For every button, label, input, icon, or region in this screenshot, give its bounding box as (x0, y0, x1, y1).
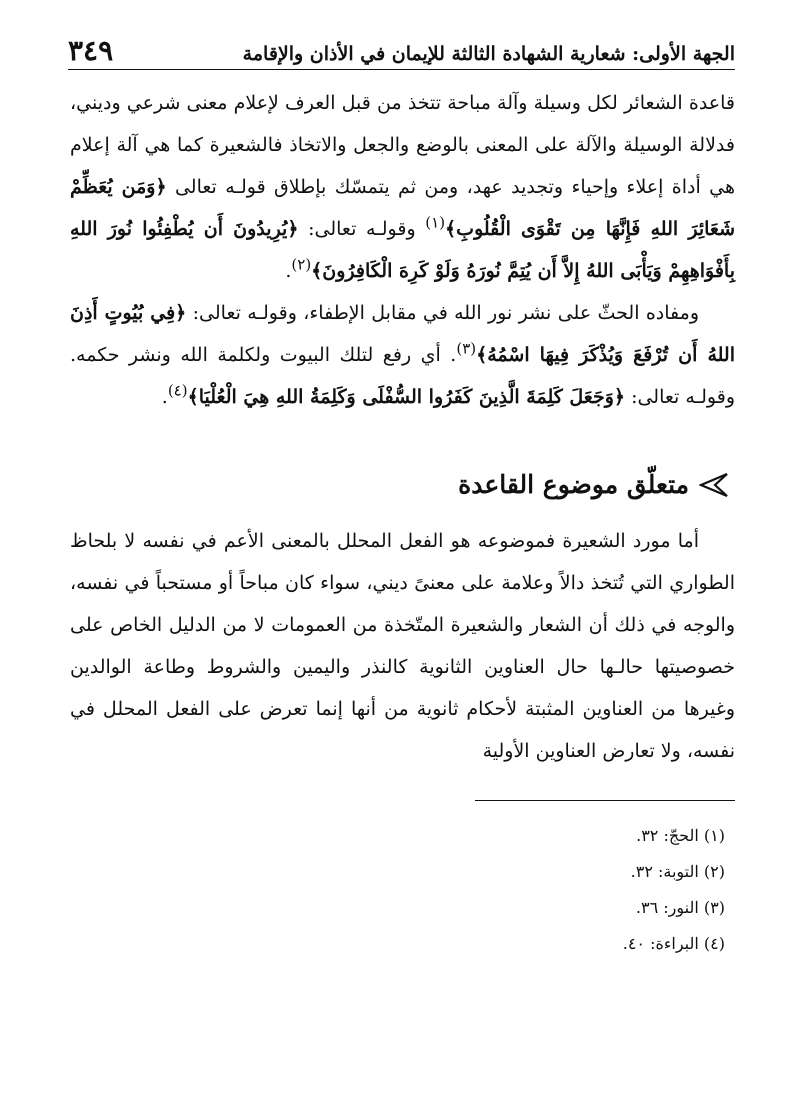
main-text (70, 82, 735, 418)
section-heading (458, 470, 729, 499)
footnote-ref-1: (١) (425, 213, 446, 232)
paragraph-2-text-b: . أي رفع لتلك البيوت ولكلمة الله ونشر حكمه. وقولـه تعالى: (70, 344, 735, 408)
footnote-2: (٢) التوبة: ٣٢. (630, 862, 725, 881)
arrowhead-icon (699, 472, 729, 498)
footnote-ref-4: (٤) (167, 381, 188, 400)
paragraph-1-text-b: وقولـه تعالى: (298, 218, 426, 240)
footnote-1: (١) الحجّ: ٣٢. (636, 826, 725, 845)
page-number: ٣٤٩ (68, 34, 114, 67)
paragraph-2-text-a: ومفاده الحثّ على نشر نور الله في مقابل الإطفاء، وقولـه تعالى: (186, 302, 699, 324)
footnote-3: (٣) النور: ٣٦. (635, 898, 725, 917)
paragraph-2-text-c: . (161, 386, 168, 408)
paragraph-1 (70, 82, 735, 292)
paragraph-1-text-a: قاعدة الشعائر لكل وسيلة وآلة مباحة تتخذ من قبل العرف لإعلام معنى شرعي وديني، فدلالة الوسيلة والآلة على المعنى بالوضع والجعل والاتخاذ فالشعيرة كما هي آلة إعلام هي أداة إعلاء وإحياء وتجديد عهد، ومن ثم يتمسّك بإطلاق قولـه تعالى (70, 92, 736, 198)
footnote-separator (475, 800, 735, 801)
footnote-4: (٤) البراءة: ٤٠. (622, 934, 725, 953)
paragraph-1-text-c: . (285, 260, 292, 282)
page-header (68, 30, 735, 70)
quran-verse-4: ﴿وَجَعَلَ كَلِمَةَ الَّذِينَ كَفَرُوا السُّفْلَى وَكَلِمَةُ اللهِ هِيَ الْعُلْيَا﴾ (187, 386, 626, 408)
quran-verse-1: ﴿وَمَن يُعَظِّمْ شَعَائِرَ اللهِ فَإِنَّهَا مِن تَقْوَى الْقُلُوبِ﴾ (70, 176, 735, 240)
footnote-ref-3: (٣) (456, 339, 477, 358)
paragraph-3: أما مورد الشعيرة فموضوعه هو الفعل المحلل بالمعنى الأعم في نفسه لا بلحاظ الطواري التي تُتخذ دالاً وعلامة على معنىً ديني، سواء كان مباحاً أو مستحباً في نفسه، والوجه في ذلك أن الشعار والشعيرة المتّخذة من العمومات لا من الدليل الخاص على خصوصيتها حالـها حال العناوين الثانوية كالنذر واليمين والشروط وطاعة الوالدين وغيرها من العناوين المثبتة لأحكام ثانوية من أنها إنما تعرض على الفعل المحلل في نفسه، ولا تعارض العناوين الأولية (70, 530, 735, 762)
running-title: الجهة الأولى: شعارية الشهادة الثالثة للإيمان في الأذان والإقامة (242, 43, 735, 65)
section-heading-text: متعلّق موضوع القاعدة (458, 470, 689, 499)
paragraph-2 (70, 292, 735, 418)
footnote-ref-2: (٢) (291, 255, 312, 274)
quran-verse-2: ﴿يُرِيدُونَ أَن يُطْفِئُوا نُورَ اللهِ بِأَفْوَاهِهِمْ وَيَأْبَى اللهُ إِلاَّ أَن يُتِمَّ نُورَهُ وَلَوْ كَرِهَ الْكَافِرُونَ﴾ (70, 218, 735, 282)
quran-verse-3: ﴿فِي بُيُوتٍ أَذِنَ اللهُ أَن تُرْفَعَ وَيُذْكَرَ فِيهَا اسْمُهُ﴾ (70, 302, 735, 366)
footnotes-list (623, 826, 725, 970)
